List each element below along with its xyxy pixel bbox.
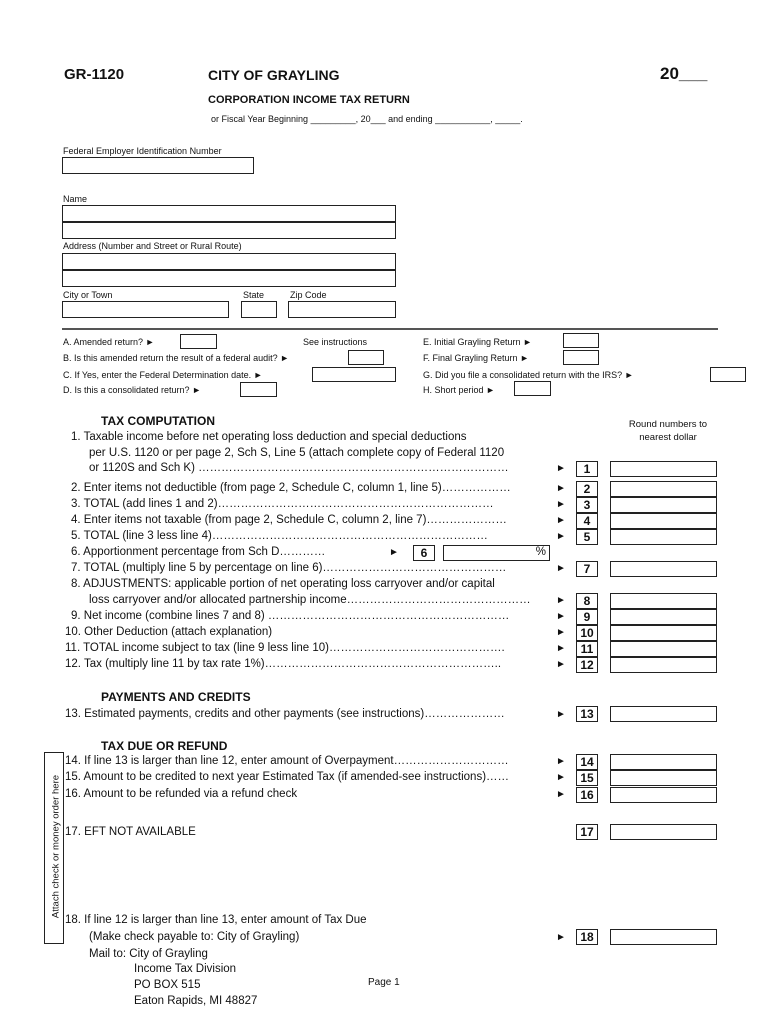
question-b: B. Is this amended return the result of a federal audit? ►: [63, 353, 290, 363]
percent-sign: %: [535, 546, 546, 558]
mail-address-1: Income Tax Division: [134, 963, 237, 975]
question-a-input[interactable]: [180, 334, 217, 349]
line-5: 5. TOTAL (line 3 less line 4)………………………………………………………………: [71, 530, 488, 542]
line-number-4: 4: [576, 513, 598, 529]
tax-year: 20___: [660, 64, 708, 83]
arrow-14: ►: [556, 756, 566, 767]
line-number-6: 6: [413, 545, 435, 561]
line-number-16: 16: [576, 787, 598, 803]
line-14: 14. If line 13 is larger than line 12, enter amount of Overpayment…………………………: [65, 755, 509, 767]
arrow-7: ►: [556, 563, 566, 574]
line-16: 16. Amount to be refunded via a refund check: [65, 788, 298, 800]
line-number-2: 2: [576, 481, 598, 497]
amount-line-4[interactable]: [610, 513, 717, 529]
amount-line-1[interactable]: [610, 461, 717, 477]
arrow-3: ►: [556, 499, 566, 510]
arrow-10: ►: [556, 627, 566, 638]
amount-line-16[interactable]: [610, 787, 717, 803]
name-label: Name: [63, 194, 88, 204]
tax-due-heading: TAX DUE OR REFUND: [101, 739, 228, 753]
fein-input[interactable]: [62, 157, 254, 174]
state-input[interactable]: [241, 301, 277, 318]
arrow-2: ►: [556, 483, 566, 494]
city-label: City or Town: [63, 290, 113, 300]
question-h: H. Short period ►: [423, 385, 495, 395]
line-7: 7. TOTAL (multiply line 5 by percentage on line 6)…………………………………………: [71, 562, 507, 574]
question-e-input[interactable]: [563, 333, 599, 348]
amount-line-8[interactable]: [610, 593, 717, 609]
question-f: F. Final Grayling Return ►: [423, 353, 529, 363]
line-3: 3. TOTAL (add lines 1 and 2)………………………………………………………………: [71, 498, 494, 510]
question-h-input[interactable]: [514, 381, 551, 396]
round-note-2: nearest dollar: [639, 432, 697, 443]
fein-label: Federal Employer Identification Number: [63, 146, 222, 156]
line-9: 9. Net income (combine lines 7 and 8) ………………………………………………………: [71, 610, 510, 622]
city-input[interactable]: [62, 301, 229, 318]
address-input-1[interactable]: [62, 253, 396, 270]
line-number-17: 17: [576, 824, 598, 840]
arrow-18: ►: [556, 932, 566, 943]
line-1b: per U.S. 1120 or per page 2, Sch S, Line 5 (attach complete copy of Federal 1120: [89, 447, 505, 459]
round-note-1: Round numbers to: [628, 419, 708, 430]
question-a: A. Amended return? ►: [63, 337, 155, 347]
amount-line-10[interactable]: [610, 625, 717, 641]
amount-line-5[interactable]: [610, 529, 717, 545]
line-1a: 1. Taxable income before net operating loss deduction and special deductions: [71, 431, 467, 443]
line-number-7: 7: [576, 561, 598, 577]
line-4: 4. Enter items not taxable (from page 2, Schedule C, column 2, line 7)…………………: [71, 514, 507, 526]
arrow-1: ►: [556, 463, 566, 474]
arrow-8: ►: [556, 595, 566, 606]
amount-line-17[interactable]: [610, 824, 717, 840]
payments-heading: PAYMENTS AND CREDITS: [101, 690, 251, 704]
state-label: State: [243, 290, 265, 300]
question-f-input[interactable]: [563, 350, 599, 365]
line-13: 13. Estimated payments, credits and other payments (see instructions)…………………: [65, 708, 505, 720]
amount-line-3[interactable]: [610, 497, 717, 513]
question-g: G. Did you file a consolidated return with the IRS? ►: [423, 370, 634, 380]
line-number-5: 5: [576, 529, 598, 545]
arrow-6: ►: [389, 547, 399, 558]
amount-line-14[interactable]: [610, 754, 717, 770]
line-12: 12. Tax (multiply line 11 by tax rate 1%)……………………………………………………..: [65, 658, 502, 670]
line-number-11: 11: [576, 641, 598, 657]
question-g-input[interactable]: [710, 367, 746, 382]
question-c-input[interactable]: [312, 367, 396, 382]
amount-line-18[interactable]: [610, 929, 717, 945]
apportionment-percentage-input[interactable]: [443, 545, 550, 561]
tax-computation-heading: TAX COMPUTATION: [101, 414, 215, 428]
line-17: 17. EFT NOT AVAILABLE: [65, 826, 196, 838]
arrow-13: ►: [556, 709, 566, 720]
name-input-2[interactable]: [62, 222, 396, 239]
attach-check-text: Attach check or money order here: [50, 774, 62, 919]
line-number-18: 18: [576, 929, 598, 945]
question-d-input[interactable]: [240, 382, 277, 397]
amount-line-9[interactable]: [610, 609, 717, 625]
line-number-15: 15: [576, 770, 598, 786]
line-11: 11. TOTAL income subject to tax (line 9 less line 10)……………………………………….: [65, 642, 505, 654]
mail-address-3: Eaton Rapids, MI 48827: [134, 995, 258, 1007]
page-number: Page 1: [368, 977, 400, 988]
line-15: 15. Amount to be credited to next year Estimated Tax (if amended-see instructions)……: [65, 771, 510, 783]
divider: [62, 328, 718, 330]
amount-line-12[interactable]: [610, 657, 717, 673]
line-18a: 18. If line 12 is larger than line 13, enter amount of Tax Due: [65, 914, 367, 926]
zip-label: Zip Code: [290, 290, 327, 300]
arrow-16: ►: [556, 789, 566, 800]
line-number-8: 8: [576, 593, 598, 609]
city-title: CITY OF GRAYLING: [208, 67, 340, 83]
name-input-1[interactable]: [62, 205, 396, 222]
line-8b: loss carryover and/or allocated partnership income…………………………………………: [89, 594, 531, 606]
line-number-13: 13: [576, 706, 598, 722]
question-c: C. If Yes, enter the Federal Determination date. ►: [63, 370, 263, 380]
arrow-5: ►: [556, 531, 566, 542]
line-number-12: 12: [576, 657, 598, 673]
line-number-1: 1: [576, 461, 598, 477]
fiscal-year-line: or Fiscal Year Beginning _________, 20___ and ending ___________, _____.: [211, 114, 523, 124]
line-10: 10. Other Deduction (attach explanation): [65, 626, 273, 638]
mail-to: Mail to: City of Grayling: [89, 948, 208, 960]
question-e: E. Initial Grayling Return ►: [423, 337, 532, 347]
mail-address-2: PO BOX 515: [134, 979, 201, 991]
arrow-9: ►: [556, 611, 566, 622]
line-number-10: 10: [576, 625, 598, 641]
question-d: D. Is this a consolidated return? ►: [63, 385, 201, 395]
address-label: Address (Number and Street or Rural Route): [63, 241, 242, 251]
form-id: GR-1120: [64, 66, 125, 83]
line-8a: 8. ADJUSTMENTS: applicable portion of net operating loss carryover and/or capital: [71, 578, 495, 590]
question-b-input[interactable]: [348, 350, 384, 365]
line-18b: (Make check payable to: City of Grayling): [89, 931, 300, 943]
amount-line-11[interactable]: [610, 641, 717, 657]
line-number-14: 14: [576, 754, 598, 770]
arrow-11: ►: [556, 643, 566, 654]
attach-check-box: [44, 752, 64, 944]
zip-input[interactable]: [288, 301, 396, 318]
see-instructions: See instructions: [303, 337, 368, 347]
address-input-2[interactable]: [62, 270, 396, 287]
amount-line-7[interactable]: [610, 561, 717, 577]
arrow-15: ►: [556, 772, 566, 783]
line-1c: or 1120S and Sch K) ………………………………………………………………………: [89, 462, 509, 474]
line-number-9: 9: [576, 609, 598, 625]
amount-line-13[interactable]: [610, 706, 717, 722]
arrow-12: ►: [556, 659, 566, 670]
line-2: 2. Enter items not deductible (from page 2, Schedule C, column 1, line 5)………………: [71, 482, 511, 494]
form-title: CORPORATION INCOME TAX RETURN: [208, 94, 410, 106]
amount-line-2[interactable]: [610, 481, 717, 497]
line-number-3: 3: [576, 497, 598, 513]
line-6: 6. Apportionment percentage from Sch D…………: [71, 546, 326, 558]
amount-line-15[interactable]: [610, 770, 717, 786]
arrow-4: ►: [556, 515, 566, 526]
